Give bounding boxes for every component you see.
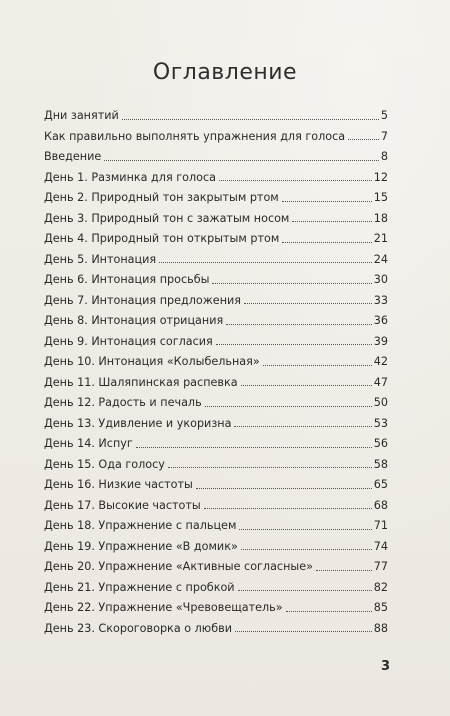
table-of-contents — [44, 101, 388, 634]
toc-entry-title: День 20. Упражнение «Активные согласные» — [44, 560, 313, 574]
toc-entry — [44, 409, 388, 430]
toc-entry-title: День 21. Упражнение с пробкой — [44, 580, 235, 594]
toc-entry-page: 65 — [373, 478, 388, 492]
toc-entry — [44, 327, 388, 348]
dot-leader — [235, 631, 372, 632]
toc-entry-title: День 10. Интонация «Колыбельная» — [44, 355, 260, 369]
toc-entry-title: День 23. Скороговорка о любви — [44, 621, 232, 635]
page-number: 3 — [380, 659, 390, 674]
dot-leader — [216, 344, 372, 345]
dot-leader — [136, 447, 372, 448]
toc-entry-title: День 2. Природный тон закрытым ртом — [44, 191, 279, 205]
dot-leader — [244, 303, 372, 304]
toc-entry-page: 36 — [373, 314, 388, 328]
toc-entry — [44, 101, 388, 122]
toc-entry-title: Введение — [44, 150, 102, 164]
toc-entry-title: Дни занятий — [44, 109, 119, 123]
page-title: Оглавление — [152, 60, 298, 85]
toc-entry — [44, 593, 388, 614]
dot-leader — [282, 242, 371, 243]
toc-entry-title: День 6. Интонация просьбы — [44, 273, 210, 287]
toc-entry-page: 88 — [373, 621, 388, 635]
dot-leader — [205, 406, 372, 407]
toc-entry-title: День 14. Испуг — [44, 437, 133, 451]
toc-entry-page: 15 — [373, 191, 388, 205]
toc-entry-title: День 4. Природный тон открытым ртом — [44, 232, 280, 246]
toc-entry-title: День 18. Упражнение с пальцем — [44, 519, 237, 533]
toc-entry-page: 7 — [380, 129, 388, 143]
toc-entry-page: 18 — [373, 211, 388, 225]
toc-entry-page: 85 — [373, 601, 388, 615]
toc-entry-title: День 8. Интонация отрицания — [44, 314, 224, 328]
dot-leader — [239, 529, 371, 530]
toc-entry — [44, 491, 388, 512]
dot-leader — [241, 549, 372, 550]
dot-leader — [282, 201, 372, 202]
dot-leader — [196, 488, 372, 489]
toc-entry-page: 71 — [373, 519, 388, 533]
dot-leader — [104, 160, 379, 161]
toc-entry — [44, 368, 388, 389]
toc-entry-page: 33 — [373, 293, 388, 307]
dot-leader — [122, 119, 379, 120]
toc-entry-title: День 7. Интонация предложения — [44, 293, 242, 307]
dot-leader — [234, 426, 371, 427]
toc-entry-page: 8 — [380, 150, 388, 164]
toc-entry-title: Как правильно выполнять упражнения для голоса — [44, 129, 346, 143]
toc-entry — [44, 470, 388, 491]
toc-entry — [44, 450, 388, 471]
toc-entry-title: День 17. Высокие частоты — [44, 498, 201, 512]
toc-entry — [44, 204, 388, 225]
toc-entry-page: 58 — [373, 457, 388, 471]
dot-leader — [286, 611, 372, 612]
toc-entry-page: 12 — [373, 170, 388, 184]
toc-entry-page: 56 — [373, 437, 388, 451]
toc-entry-page: 68 — [373, 498, 388, 512]
toc-entry-page: 47 — [373, 375, 388, 389]
dot-leader — [159, 262, 372, 263]
dot-leader — [348, 139, 379, 140]
toc-entry — [44, 306, 388, 327]
toc-entry-title: День 12. Радость и печаль — [44, 396, 202, 410]
dot-leader — [263, 365, 372, 366]
toc-entry — [44, 286, 388, 307]
toc-entry-title: День 16. Низкие частоты — [44, 478, 193, 492]
toc-entry-page: 42 — [373, 355, 388, 369]
dot-leader — [241, 385, 372, 386]
toc-entry-title: День 19. Упражнение «В домик» — [44, 539, 238, 553]
toc-entry — [44, 347, 388, 368]
toc-entry — [44, 122, 388, 143]
toc-entry — [44, 573, 388, 594]
toc-entry-page: 30 — [373, 273, 388, 287]
toc-entry — [44, 224, 388, 245]
toc-entry — [44, 265, 388, 286]
toc-entry — [44, 183, 388, 204]
toc-entry — [44, 429, 388, 450]
dot-leader — [212, 283, 371, 284]
toc-entry — [44, 614, 388, 635]
toc-entry-page: 77 — [373, 560, 388, 574]
dot-leader — [238, 590, 372, 591]
toc-entry-page: 53 — [373, 416, 388, 430]
dot-leader — [292, 221, 371, 222]
toc-entry-title: День 1. Разминка для голоса — [44, 170, 216, 184]
toc-entry-page: 5 — [380, 109, 388, 123]
toc-entry — [44, 245, 388, 266]
toc-entry-title: День 5. Интонация — [44, 252, 157, 266]
dot-leader — [168, 467, 372, 468]
toc-entry-title: День 11. Шаляпинская распевка — [44, 375, 238, 389]
toc-entry-title: День 9. Интонация согласия — [44, 334, 213, 348]
dot-leader — [316, 570, 372, 571]
toc-entry-page: 50 — [373, 396, 388, 410]
toc-entry-title: День 3. Природный тон с зажатым носом — [44, 211, 290, 225]
dot-leader — [204, 508, 372, 509]
toc-entry — [44, 511, 388, 532]
toc-entry — [44, 552, 388, 573]
toc-entry-page: 82 — [373, 580, 388, 594]
toc-entry-page: 74 — [373, 539, 388, 553]
toc-entry — [44, 532, 388, 553]
toc-entry — [44, 163, 388, 184]
toc-entry — [44, 142, 388, 163]
dot-leader — [219, 180, 372, 181]
dot-leader — [226, 324, 372, 325]
toc-entry-page: 24 — [373, 252, 388, 266]
toc-entry-title: День 13. Удивление и укоризна — [44, 416, 232, 430]
toc-entry-title: День 22. Упражнение «Чревовещатель» — [44, 601, 283, 615]
toc-entry — [44, 388, 388, 409]
toc-entry-title: День 15. Ода голосу — [44, 457, 165, 471]
toc-entry-page: 21 — [373, 232, 388, 246]
toc-entry-page: 39 — [373, 334, 388, 348]
